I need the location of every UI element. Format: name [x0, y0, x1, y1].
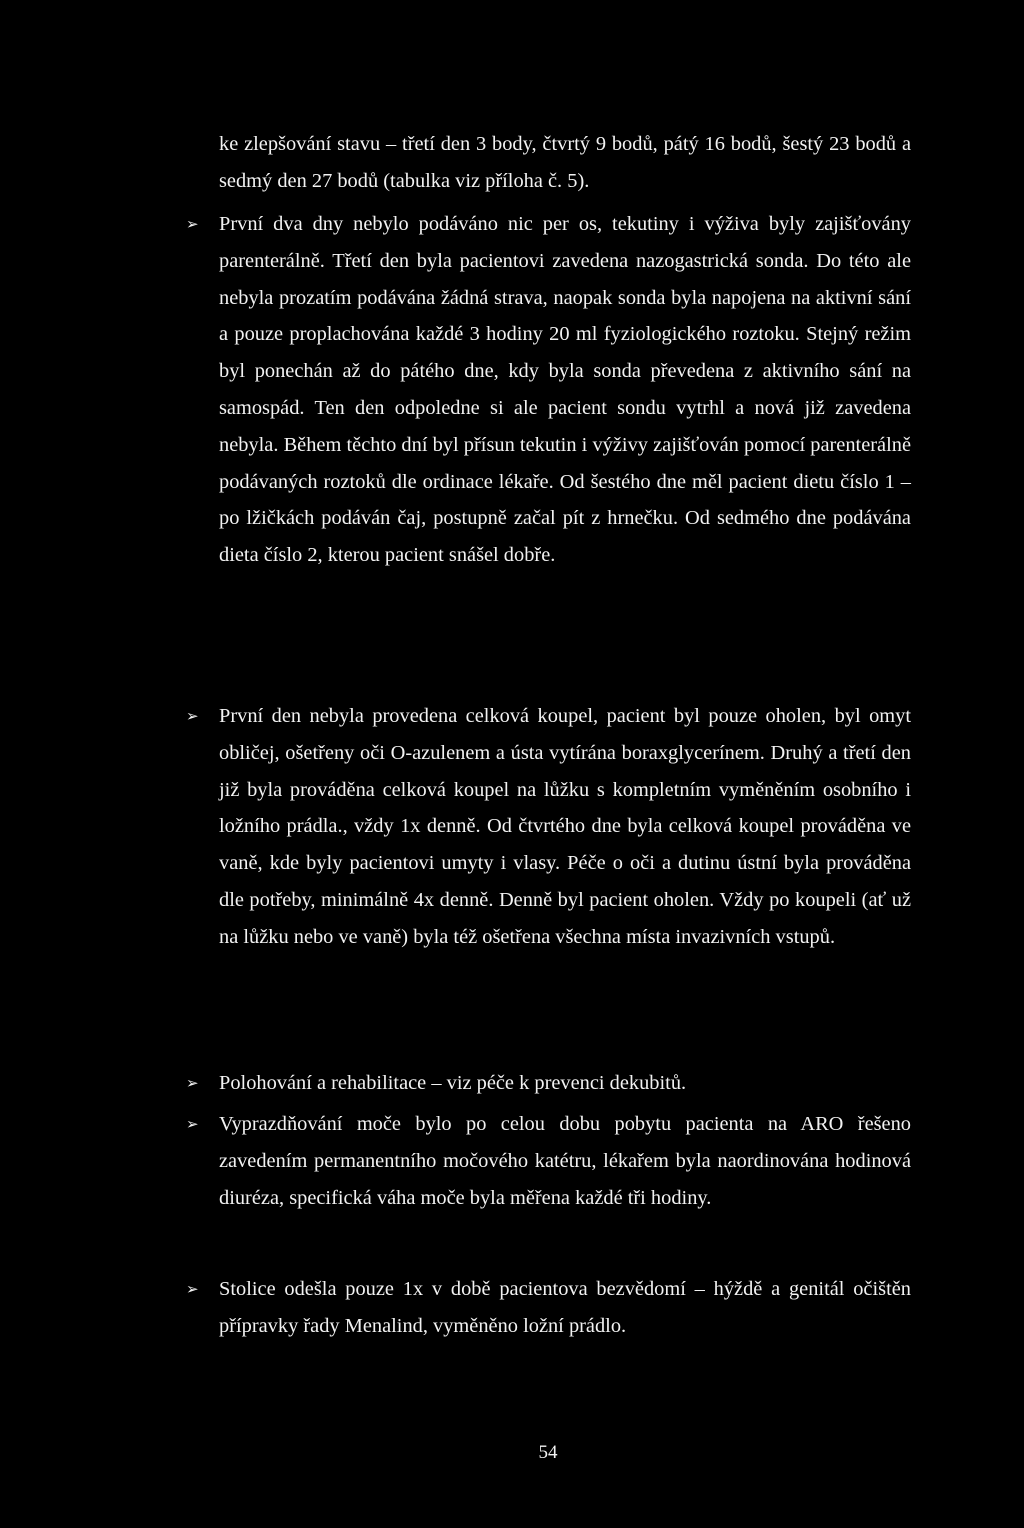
list-item-text: Stolice odešla pouze 1x v době pacientova bezvědomí – hýždě a genitál očištěn přípravky řady Menalind, vyměněno ložní prádlo.: [219, 1278, 911, 1337]
list-item-text: První den nebyla provedena celková koupel, pacient byl pouze oholen, byl omyt obličej, ošetřeny oči O-azulenem a ústa vytírána boraxglycerínem. Druhý a třetí den již byla prováděna celková koupel na lůžku s kompletním vyměněním osobního i ložního prádla., vždy 1x denně. Od čtvrtého dne byla celková koupel prováděna ve vaně, kde byly pacientovi umyty i vlasy. Péče o oči a dutinu ústní byla prováděna dle potřeby, minimálně 4x denně. Denně byl pacient oholen. Vždy po koupeli (ať už na lůžku nebo ve vaně) byla též ošetřena všechna místa invazivních vstupů.: [219, 705, 911, 948]
list-item-text: První dva dny nebylo podáváno nic per os, tekutiny i výživa byly zajišťovány parenterálně. Třetí den byla pacientovi zavedena nazogastrická sonda. Do této ale nebyla prozatím podávána žádná strava, naopak sonda byla napojena na aktivní sání a pouze proplachována každé 3 hodiny 20 ml fyziologického roztoku. Stejný režim byl ponechán až do pátého dne, kdy byla sonda převedena z aktivního sání na samospád. Ten den odpoledne si ale pacient sondu vytrhl a nová již zavedena nebyla. Během těchto dní byl přísun tekutin i výživy zajišťován pomocí parenterálně podávaných roztoků dle ordinace lékaře. Od šestého dne měl pacient dietu číslo 1 – po lžičkách podáván čaj, postupně začal pít z hrnečku. Od sedmého dne podávána dieta číslo 2, kterou pacient snášel dobře.: [219, 213, 911, 567]
page-number: 54: [538, 1442, 558, 1463]
intro-paragraph: ke zlepšování stavu – třetí den 3 body, čtvrtý 9 bodů, pátý 16 bodů, šestý 23 bodů a sedmý den 27 bodů (tabulka viz příloha č. 5).: [219, 133, 911, 192]
list-item-text: Vyprazdňování moče bylo po celou dobu pobytu pacienta na ARO řešeno zavedením permanentního močového katétru, lékařem byla naordinována hodinová diuréza, specifická váha moče byla měřena každé tři hodiny.: [219, 1113, 911, 1209]
arrow-bullet-icon: ➢: [186, 707, 199, 725]
arrow-bullet-icon: ➢: [186, 215, 199, 233]
arrow-bullet-icon: ➢: [186, 1074, 199, 1092]
list-item-text: Polohování a rehabilitace – viz péče k prevenci dekubitů.: [219, 1072, 687, 1094]
arrow-bullet-icon: ➢: [186, 1115, 199, 1133]
arrow-bullet-icon: ➢: [186, 1280, 199, 1298]
